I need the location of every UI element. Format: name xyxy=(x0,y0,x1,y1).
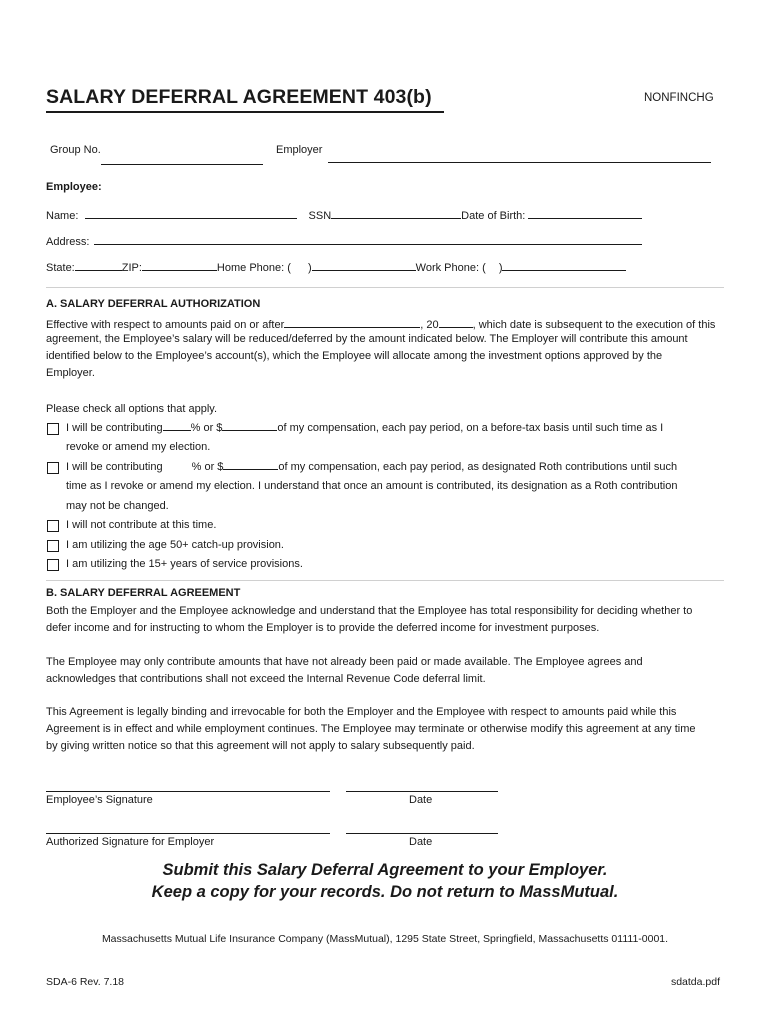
dob-field[interactable] xyxy=(528,207,642,219)
section-b-p2-l2: acknowledges that contributions shall not exceed the Internal Revenue Code deferral limit. xyxy=(46,673,486,685)
effective-text: Effective with respect to amounts paid on or after xyxy=(46,319,285,331)
home-phone-field[interactable] xyxy=(312,259,416,271)
section-b-p1-l1: Both the Employer and the Employee acknowledge and understand that the Employee has total responsibility for deciding whether to xyxy=(46,605,693,617)
section-a-line3: identified below to the Employee’s account(s), which the Employee will allocate among the investment options approved by the xyxy=(46,350,663,362)
employer-signature-field[interactable] xyxy=(46,833,330,834)
state-label: State: xyxy=(46,262,75,274)
section-b-p3-l2: Agreement is in effect and while employment continues. The Employee may terminate or otherwise modify this agreement at any time xyxy=(46,723,696,735)
effective-text-cont: , which date is subsequent to the execution of this xyxy=(472,319,716,331)
section-b-heading: B. SALARY DEFERRAL AGREEMENT xyxy=(46,587,241,599)
employee-signature-label: Employee’s Signature xyxy=(46,794,153,806)
employer-date-label: Date xyxy=(409,836,433,848)
no-contribution-checkbox[interactable] xyxy=(47,520,59,532)
employee-date-label: Date xyxy=(409,794,433,806)
employee-signature-field[interactable] xyxy=(46,791,330,792)
section-b-p2-l1: The Employee may only contribute amounts that have not already been paid or made available. The Employee agrees and xyxy=(46,656,643,668)
form-id: SDA-6 Rev. 7.18 xyxy=(46,976,125,988)
company-address: Massachusetts Mutual Life Insurance Company (MassMutual), 1295 State Street, Springfield, Massachusetts 01111-0001. xyxy=(101,933,669,945)
section-a-line1 xyxy=(46,316,715,331)
section-b-p3-l1: This Agreement is legally binding and irrevocable for both the Employer and the Employee with respect to amounts paid while this xyxy=(46,706,677,718)
roth-or-label: % or $ xyxy=(191,461,224,473)
group-no-field[interactable] xyxy=(101,164,263,165)
section-b-p3-l3: by giving written notice so that this agreement will not apply to salary subsequently paid. xyxy=(46,740,475,752)
divider xyxy=(46,287,724,288)
roth-desc: of my compensation, each pay period, as designated Roth contributions until such xyxy=(278,461,678,473)
employer-signature-label: Authorized Signature for Employer xyxy=(46,836,215,848)
section-a-line2: agreement, the Employee’s salary will be reduced/deferred by the amount indicated below. The Employer will contribute this amount xyxy=(46,333,688,345)
address-label: Address: xyxy=(46,236,90,248)
zip-label: ZIP: xyxy=(121,262,142,274)
catch-up-checkbox[interactable] xyxy=(47,540,59,552)
pretax-option-text xyxy=(66,419,663,439)
effective-date-field[interactable] xyxy=(284,316,420,328)
roth-checkbox[interactable] xyxy=(47,462,59,474)
check-intro: Please check all options that apply. xyxy=(46,403,218,415)
name-label: Name: xyxy=(46,210,79,222)
employer-date-field[interactable] xyxy=(346,833,498,834)
pretax-amount-field[interactable] xyxy=(222,419,277,431)
year-prefix: , 20 xyxy=(420,319,439,331)
roth-label: I will be contributing xyxy=(66,461,163,473)
service-years-text: I am utilizing the 15+ years of service provisions. xyxy=(66,558,303,570)
form-title: SALARY DEFERRAL AGREEMENT 403(b) xyxy=(46,86,432,108)
ssn-label: SSN xyxy=(308,210,332,222)
section-a-heading: A. SALARY DEFERRAL AUTHORIZATION xyxy=(46,298,261,310)
work-phone-close: ) xyxy=(498,262,503,274)
roth-option-line3: may not be changed. xyxy=(66,500,169,512)
employee-date-field[interactable] xyxy=(346,791,498,792)
title-underline xyxy=(46,111,444,113)
submit-instruction-line2: Keep a copy for your records. Do not return to MassMutual. xyxy=(151,883,619,901)
file-name: sdatda.pdf xyxy=(670,976,720,988)
pretax-option-line2: revoke or amend my election. xyxy=(66,441,211,453)
state-field[interactable] xyxy=(75,259,122,271)
pretax-label: I will be contributing xyxy=(66,422,163,434)
section-a-line4: Employer. xyxy=(46,367,95,379)
ssn-field[interactable] xyxy=(331,207,461,219)
service-years-checkbox[interactable] xyxy=(47,559,59,571)
no-contribution-text: I will not contribute at this time. xyxy=(66,519,217,531)
home-phone-close: ) xyxy=(307,262,312,274)
pretax-percent-field[interactable] xyxy=(163,419,191,431)
employee-heading: Employee: xyxy=(46,181,102,193)
employer-field[interactable] xyxy=(328,162,711,163)
name-field[interactable] xyxy=(85,207,297,219)
pretax-checkbox[interactable] xyxy=(47,423,59,435)
form-code: NONFINCHG xyxy=(644,92,714,104)
name-row xyxy=(46,207,642,222)
group-no-label: Group No. xyxy=(50,144,101,156)
submit-instruction-line1: Submit this Salary Deferral Agreement to your Employer. xyxy=(162,861,608,879)
address-row xyxy=(46,233,642,248)
home-phone-label: Home Phone: ( xyxy=(216,262,291,274)
catch-up-text: I am utilizing the age 50+ catch-up provision. xyxy=(66,539,284,551)
roth-amount-field[interactable] xyxy=(223,458,278,470)
roth-option-text xyxy=(66,458,677,478)
zip-field[interactable] xyxy=(142,259,217,271)
work-phone-label: Work Phone: ( xyxy=(415,262,486,274)
address-field[interactable] xyxy=(94,233,642,245)
employer-label: Employer xyxy=(276,144,323,156)
year-field[interactable] xyxy=(439,316,473,328)
pretax-desc: of my compensation, each pay period, on a before-tax basis until such time as I xyxy=(277,422,664,434)
pretax-or-label: % or $ xyxy=(190,422,223,434)
dob-label: Date of Birth: xyxy=(461,210,526,222)
divider xyxy=(46,580,724,581)
contact-row xyxy=(46,259,626,274)
section-b-p1-l2: defer income and for instructing to whom the Employer is to provide the deferred income for investment purposes. xyxy=(46,622,600,634)
roth-option-line2: time as I revoke or amend my election. I understand that once an amount is contributed, its designation as a Roth contribution xyxy=(66,480,678,492)
work-phone-field[interactable] xyxy=(502,259,626,271)
